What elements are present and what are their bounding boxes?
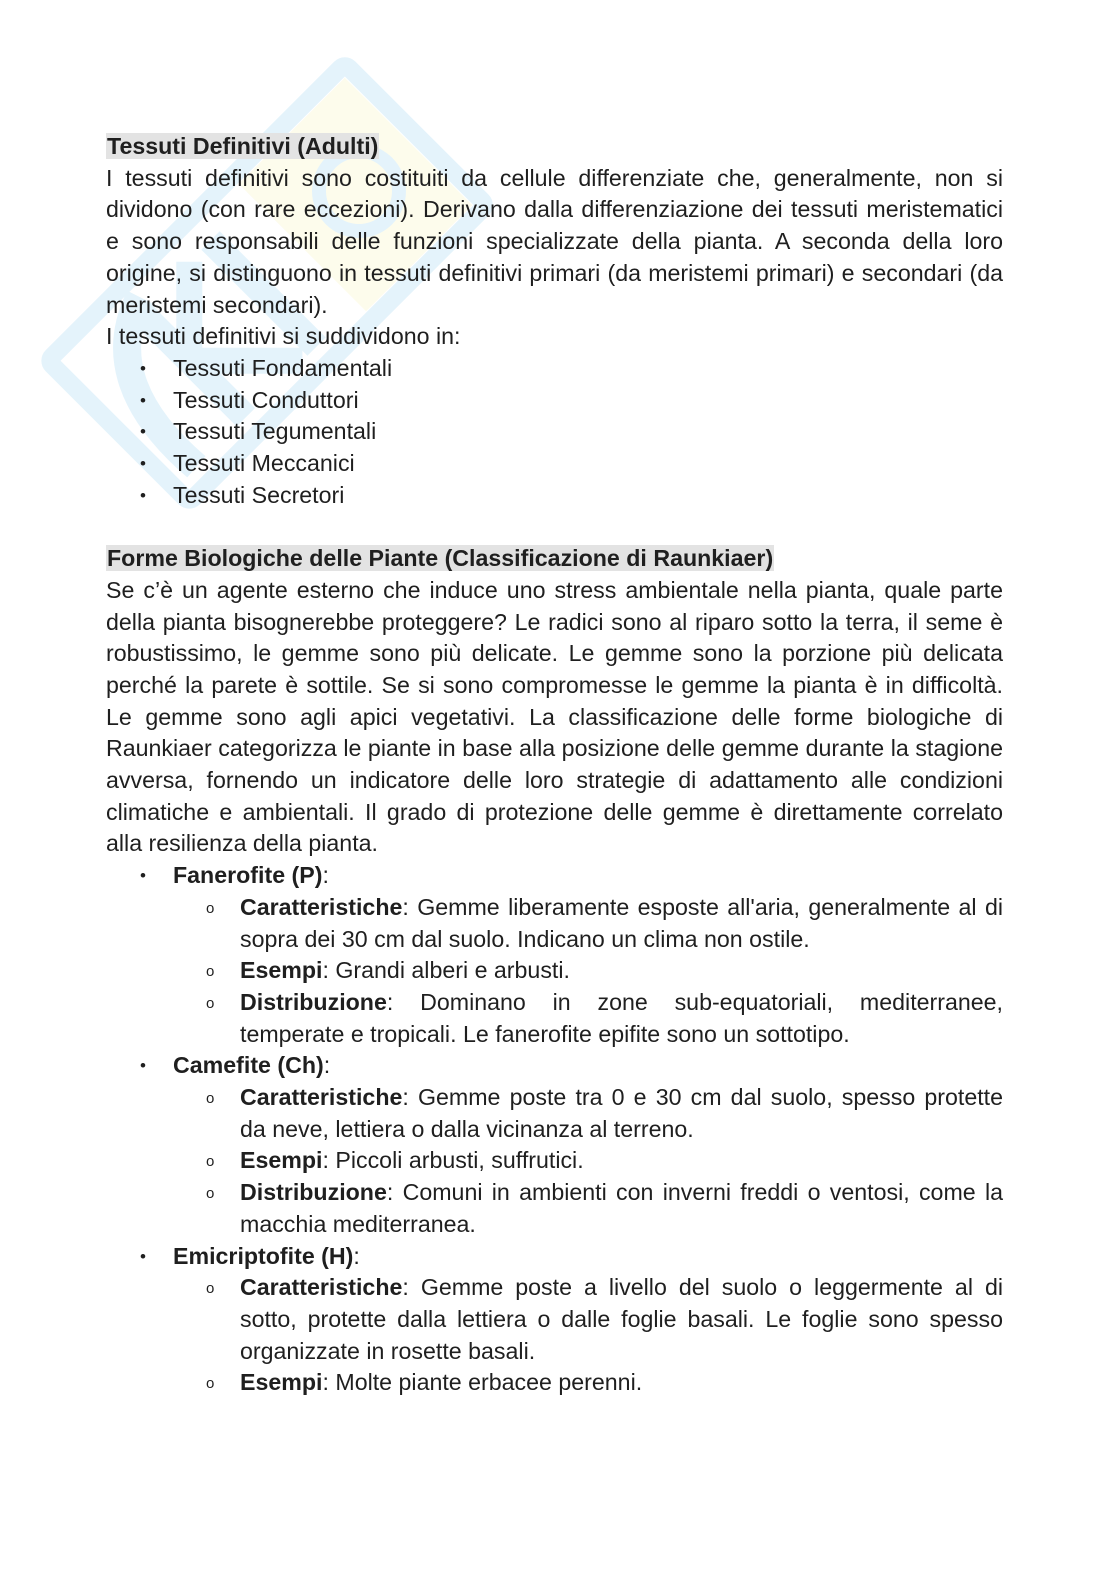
list-item: • Tessuti Conduttori (106, 385, 1003, 417)
detail-item: o Caratteristiche: Gemme poste a livello del suolo o leggermente al di sotto, protette dalla lettiera o dalle foglie basali. Le foglie sono spesso organizzate in rosette basali. (106, 1272, 1003, 1367)
life-form-item: • Camefite (Ch): o Caratteristiche: Gemme poste tra 0 e 30 cm dal suolo, spesso protette da neve, lettiera o dalla vicinanza al terreno. o Esempi: Piccoli arbusti, suffrutici. o Distribuzione: Comuni in ambienti con inverni freddi o ventosi, come la macchia mediterranea. (106, 1050, 1003, 1240)
life-form-list (106, 860, 1003, 1399)
detail-item: o Esempi: Molte piante erbacee perenni. (106, 1367, 1003, 1399)
tissue-list (106, 353, 1003, 512)
list-item: • Tessuti Meccanici (106, 448, 1003, 480)
life-form-item: • Fanerofite (P): o Caratteristiche: Gemme liberamente esposte all'aria, generalmente al di sopra dei 30 cm dal suolo. Indicano un clima non ostile. o Esempi: Grandi alberi e arbusti. o Distribuzione: Dominano in zone sub-equatoriali, mediterranee, temperate e tropicali. Le fanerofite epifite sono un sottotipo. (106, 860, 1003, 1050)
detail-item: o Distribuzione: Dominano in zone sub-equatoriali, mediterranee, temperate e tropicali. Le fanerofite epifite sono un sottotipo. (106, 987, 1003, 1050)
spacer (106, 511, 1003, 543)
life-form-details (106, 1082, 1003, 1241)
paragraph-forme: Se c’è un agente esterno che induce uno stress ambientale nella pianta, quale parte della pianta bisognerebbe proteggere? Le radici sono al riparo sotto la terra, il seme è robustissimo, le gemme sono più delicate. Le gemme sono la porzione più delicata perché la parete è sottile. Se si sono compromesse le gemme la pianta è in difficoltà. Le gemme sono agli apici vegetativi. La classificazione delle forme biologiche di Raunkiaer categorizza le piante in base alla posizione delle gemme durante la stagione avversa, fornendo un indicatore delle loro strategie di adattamento alle condizioni climatiche e ambientali. Il grado di protezione delle gemme è direttamente correlato alla resilienza della pianta. (106, 576, 1003, 857)
section-heading-tessuti: Tessuti Definitivi (Adulti) (107, 133, 379, 159)
life-form-details (106, 1272, 1003, 1399)
detail-item: o Distribuzione: Comuni in ambienti con inverni freddi o ventosi, come la macchia mediterranea. (106, 1177, 1003, 1240)
document-page (106, 131, 1003, 1399)
detail-item: o Caratteristiche: Gemme liberamente esposte all'aria, generalmente al di sopra dei 30 cm dal suolo. Indicano un clima non ostile. (106, 892, 1003, 955)
list-item: • Tessuti Fondamentali (106, 353, 1003, 385)
detail-item: o Esempi: Grandi alberi e arbusti. (106, 955, 1003, 987)
paragraph-tessuti: I tessuti definitivi sono costituiti da cellule differenziate che, generalmente, non si dividono (con rare eccezioni). Derivano dalla differenziazione dei tessuti meristematici e sono responsabili delle funzioni specializzate della pianta. A seconda della loro origine, si distinguono in tessuti definitivi primari (da meristemi primari) e secondari (da meristemi secondari). (106, 164, 1003, 318)
list-item: • Tessuti Secretori (106, 480, 1003, 512)
life-form-details (106, 892, 1003, 1051)
detail-item: o Esempi: Piccoli arbusti, suffrutici. (106, 1145, 1003, 1177)
detail-item: o Caratteristiche: Gemme poste tra 0 e 30 cm dal suolo, spesso protette da neve, lettiera o dalla vicinanza al terreno. (106, 1082, 1003, 1145)
list-item: • Tessuti Tegumentali (106, 416, 1003, 448)
list-intro: I tessuti definitivi si suddividono in: (106, 323, 461, 350)
life-form-item: • Emicriptofite (H): o Caratteristiche: Gemme poste a livello del suolo o leggermente al di sotto, protette dalla lettiera o dalle foglie basali. Le foglie sono spesso organizzate in rosette basali. o Esempi: Molte piante erbacee perenni. (106, 1241, 1003, 1400)
section-heading-forme: Forme Biologiche delle Piante (Classificazione di Raunkiaer) (107, 545, 774, 572)
